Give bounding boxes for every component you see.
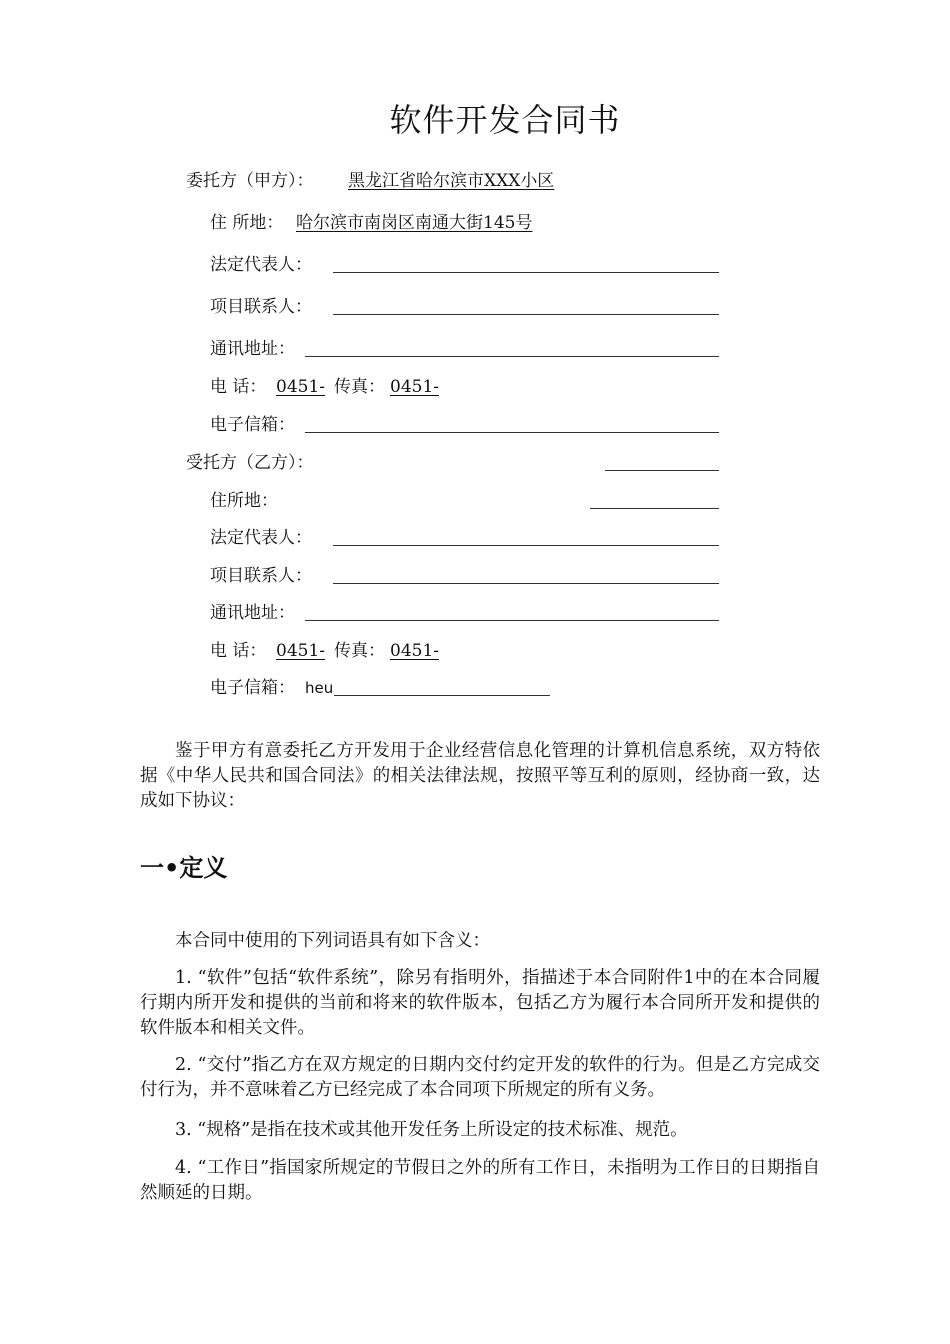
definitions-intro: 本合同中使用的下列词语具有如下含义： [175,931,490,951]
party-a-name: 黑龙江省哈尔滨市XXX小区 [348,171,555,191]
party-a-heading: 委托方（甲方）： [186,171,314,191]
party-a-fax-label: 传真： [334,377,385,397]
party-a-mail-address-blank [305,356,719,357]
party-a-contact-blank [333,314,719,315]
party-b-address-blank [590,508,719,509]
party-b-fax-label: 传真： [334,641,385,661]
party-b-name-blank [605,470,719,471]
definition-item-3: 3. “规格”是指在技术或其他开发任务上所设定的技术标准、规范。 [175,1120,688,1140]
party-b-mail-address-label: 通讯地址： [210,603,295,623]
party-b-fax-value: 0451- [390,641,440,661]
definition-item-4: 4. “工作日”指国家所规定的节假日之外的所有工作日，未指明为工作日的日期指自然顺延的日期。 [140,1158,820,1203]
party-a-address-label: 住 所地： [210,213,284,233]
section-heading-definitions: 一•定义 [140,854,228,882]
party-a-legal-rep-label: 法定代表人： [210,255,312,275]
party-b-email-blank [334,695,550,696]
party-a-phone-label: 电 话： [210,377,267,397]
party-b-contact-label: 项目联系人： [210,566,312,586]
party-b-email-label: 电子信箱： [210,678,295,698]
party-b-phone-value: 0451- [276,641,326,661]
party-a-legal-rep-blank [333,272,719,273]
party-b-legal-rep-label: 法定代表人： [210,528,312,548]
party-a-email-blank [305,432,719,433]
party-b-legal-rep-blank [333,545,719,546]
definition-item-1: 1. “软件”包括“软件系统”，除另有指明外，指描述于本合同附件1中的在本合同履行期内所开发和提供的当前和将来的软件版本，包括乙方为履行本合同所开发和提供的软件版本和相关文件。 [140,968,820,1038]
party-a-fax-value: 0451- [390,377,440,397]
party-b-email-value: heu [305,679,334,697]
party-a-address: 哈尔滨市南岗区南通大街145号 [296,213,533,233]
party-b-address-label: 住所地： [210,491,278,511]
party-b-mail-address-blank [305,620,719,621]
party-b-heading: 受托方（乙方）： [186,453,314,473]
preamble-paragraph: 鉴于甲方有意委托乙方开发用于企业经营信息化管理的计算机信息系统，双方特依据《中华人民共和国合同法》的相关法律法规，按照平等互利的原则，经协商一致，达成如下协议： [140,741,820,811]
party-b-phone-label: 电 话： [210,641,267,661]
document-title: 软件开发合同书 [389,101,621,139]
party-a-mail-address-label: 通讯地址： [210,339,295,359]
party-a-phone-value: 0451- [276,377,326,397]
party-b-contact-blank [333,583,719,584]
party-a-email-label: 电子信箱： [210,415,295,435]
definition-item-2: 2. “交付”指乙方在双方规定的日期内交付约定开发的软件的行为。但是乙方完成交付行为，并不意味着乙方已经完成了本合同项下所规定的所有义务。 [140,1055,820,1100]
party-a-contact-label: 项目联系人： [210,297,312,317]
